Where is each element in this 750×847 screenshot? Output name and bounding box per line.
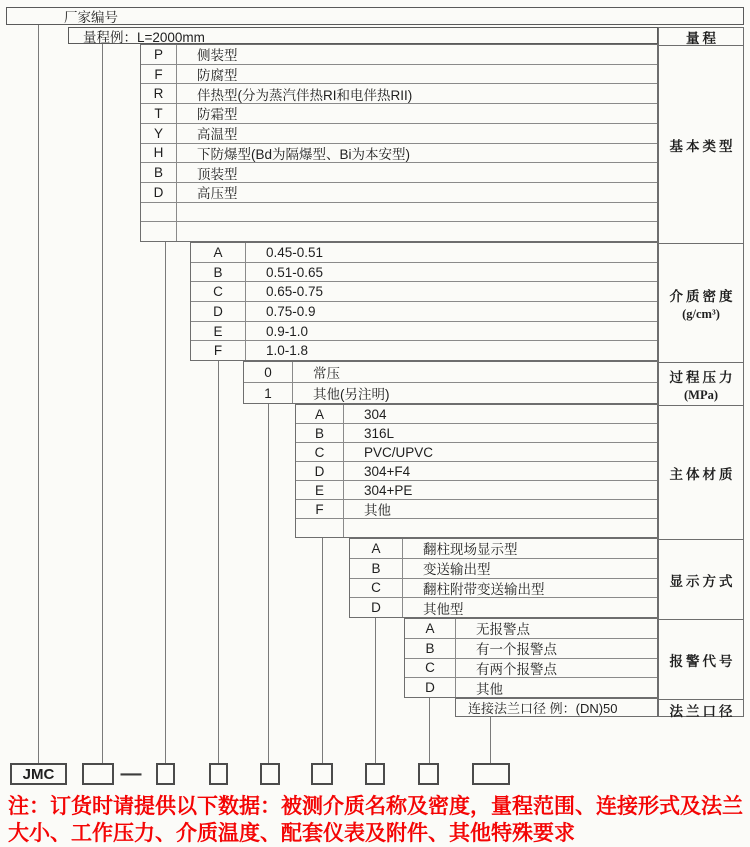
code-cell: [141, 222, 177, 241]
code-cell: A: [350, 539, 403, 558]
desc-cell: 高温型: [197, 127, 238, 143]
desc-cell: 有两个报警点: [476, 661, 557, 677]
table-row: [191, 340, 657, 360]
code-box-alarm-code: [418, 763, 439, 785]
table-row: [296, 461, 657, 480]
model-prefix-label: JMC: [22, 765, 55, 783]
code-box-range: [82, 763, 114, 785]
desc-cell: 翻柱附带变送输出型: [423, 581, 545, 597]
category-label-range: [659, 28, 743, 45]
desc-cell: 其他: [476, 681, 503, 697]
code-cell: [296, 519, 344, 537]
category-label-text: 法兰口径: [669, 704, 736, 719]
category-label-text: 量程: [686, 30, 719, 46]
code-cell: 1: [244, 383, 293, 403]
table-row: [141, 83, 657, 103]
desc-cell: 304+PE: [364, 482, 413, 498]
code-cell: B: [350, 559, 403, 578]
table-row: [350, 578, 657, 598]
desc-cell: PVC/UPVC: [364, 444, 434, 460]
table-row: [191, 281, 657, 301]
table-row: [244, 362, 657, 382]
category-label-text: 显示方式: [669, 573, 736, 589]
code-cell: D: [296, 462, 344, 480]
factory-number-box: [6, 7, 744, 25]
code-cell: A: [296, 405, 344, 423]
category-label-flange-size: [659, 699, 743, 720]
desc-cell: [344, 519, 657, 537]
table-row: [141, 143, 657, 163]
connector-line-body-material: [322, 538, 323, 763]
body-material-table: [295, 404, 658, 538]
range-example-box: [68, 27, 658, 44]
code-cell: Y: [141, 124, 177, 143]
process-pressure-table: [243, 361, 658, 404]
desc-cell: 伴热型(分为蒸汽伴热RI和电伴热RII): [197, 87, 413, 103]
category-label-body-material: [659, 405, 743, 539]
order-note-line-1: 注：订货时请提供以下数据：被测介质名称及密度，量程范围、连接形式及法兰: [8, 795, 743, 818]
desc-cell: 顶装型: [197, 166, 238, 182]
category-label-basic-type: [659, 45, 743, 243]
code-cell: B: [141, 163, 177, 182]
code-box-flange-size: [472, 763, 510, 785]
alarm-code-table: [404, 618, 658, 698]
code-cell: C: [350, 579, 403, 598]
table-row: [191, 262, 657, 282]
table-row: [296, 442, 657, 461]
desc-cell: 防腐型: [197, 68, 238, 84]
flange-size-text: 连接法兰口径 例：(DN)50: [468, 701, 618, 716]
basic-type-table: [140, 44, 658, 242]
table-row: [141, 123, 657, 143]
connector-line-display-mode: [375, 618, 376, 763]
category-label-medium-density: [659, 243, 743, 362]
table-row: [244, 382, 657, 403]
category-label-text: 介质密度: [669, 288, 736, 304]
order-note-line-2: 大小、工作压力、介质温度、配套仪表及附件、其他特殊要求: [8, 822, 575, 845]
factory-number-label: 厂家编号: [64, 10, 118, 25]
code-cell: E: [296, 481, 344, 499]
table-row: [296, 480, 657, 499]
flange-size-row: [455, 698, 658, 717]
desc-cell: 防霜型: [197, 107, 238, 123]
code-cell: D: [405, 678, 456, 697]
code-cell: B: [405, 639, 456, 658]
code-cell: C: [405, 659, 456, 678]
code-cell: F: [296, 500, 344, 518]
medium-density-table: [190, 242, 658, 361]
code-cell: [141, 203, 177, 222]
code-cell: E: [191, 322, 246, 341]
model-separator-dash: [119, 763, 143, 785]
table-row: [350, 597, 657, 617]
table-row: [350, 539, 657, 558]
category-label-process-pressure: [659, 362, 743, 405]
table-row: [191, 243, 657, 262]
table-row: [405, 677, 657, 697]
desc-cell: 侧装型: [197, 48, 238, 64]
desc-cell: 下防爆型(Bd为隔爆型、Bi为本安型): [197, 146, 411, 162]
code-cell: D: [141, 183, 177, 202]
model-prefix-box: [10, 763, 67, 785]
category-label-text: 报警代号: [669, 653, 736, 669]
code-cell: C: [191, 282, 246, 301]
table-row: [141, 221, 657, 241]
desc-cell: 其他(另注明): [313, 387, 390, 402]
code-cell: D: [191, 302, 246, 321]
code-cell: A: [191, 243, 246, 262]
desc-cell: 高压型: [197, 186, 238, 202]
separator-glyph: —: [120, 762, 142, 785]
desc-cell: 304+F4: [364, 463, 411, 479]
desc-cell: 304: [364, 406, 387, 422]
code-cell: A: [405, 619, 456, 638]
code-cell: P: [141, 45, 177, 64]
desc-cell: 0.51-0.65: [266, 264, 324, 280]
table-row: [191, 321, 657, 341]
code-cell: F: [191, 341, 246, 360]
desc-cell: 其他: [364, 503, 391, 518]
category-label-text: 主体材质: [669, 466, 736, 482]
desc-cell: 其他型: [423, 601, 464, 617]
desc-cell: 0.75-0.9: [266, 303, 316, 319]
desc-cell: 0.9-1.0: [266, 323, 309, 339]
category-label-text: 基本类型: [669, 138, 736, 154]
category-label-display-mode: [659, 539, 743, 619]
table-row: [141, 45, 657, 64]
code-cell: B: [296, 424, 344, 442]
code-cell: B: [191, 263, 246, 282]
code-cell: T: [141, 104, 177, 123]
table-row: [296, 518, 657, 537]
connector-line-basic-type: [165, 242, 166, 763]
code-cell: D: [350, 598, 403, 617]
display-mode-table: [349, 538, 658, 618]
table-row: [141, 64, 657, 84]
connector-line-alarm-code: [429, 698, 430, 763]
desc-cell: 常压: [313, 366, 340, 381]
code-cell: R: [141, 84, 177, 103]
code-cell: H: [141, 144, 177, 163]
code-cell: F: [141, 65, 177, 84]
table-row: [405, 658, 657, 678]
table-row: [350, 558, 657, 578]
code-box-display-mode: [365, 763, 385, 785]
category-label-unit: (g/cm³): [682, 306, 720, 321]
desc-cell: [177, 222, 657, 241]
code-box-basic-type: [156, 763, 175, 785]
desc-cell: 0.45-0.51: [266, 244, 324, 260]
connector-line-process-pressure: [268, 404, 269, 763]
category-label-alarm-code: [659, 619, 743, 699]
table-row: [405, 638, 657, 658]
desc-cell: 316L: [364, 425, 395, 441]
connector-line-range: [102, 44, 103, 763]
order-note: [8, 793, 748, 847]
desc-cell: 翻柱现场显示型: [423, 542, 518, 558]
desc-cell: 有一个报警点: [476, 642, 557, 658]
connector-line-factory: [38, 25, 39, 763]
code-box-body-material: [311, 763, 333, 785]
category-label-column: [658, 27, 744, 717]
code-cell: C: [296, 443, 344, 461]
desc-cell: 变送输出型: [423, 562, 491, 578]
category-label-unit: (MPa): [683, 387, 718, 402]
table-row: [296, 499, 657, 518]
range-example-text: 量程例：L=2000mm: [83, 29, 205, 45]
desc-cell: 0.65-0.75: [266, 284, 324, 300]
code-cell: 0: [244, 362, 293, 382]
table-row: [296, 423, 657, 442]
table-row: [405, 619, 657, 638]
desc-cell: 无报警点: [476, 622, 530, 638]
connector-line-medium-density: [218, 361, 219, 763]
desc-cell: [177, 203, 657, 222]
code-box-process-pressure: [260, 763, 280, 785]
code-box-medium-density: [209, 763, 228, 785]
connector-line-flange-size: [490, 717, 491, 763]
table-row: [191, 301, 657, 321]
table-row: [141, 182, 657, 202]
desc-cell: 1.0-1.8: [266, 343, 309, 359]
table-row: [141, 162, 657, 182]
table-row: [141, 103, 657, 123]
table-row: [141, 202, 657, 222]
table-row: [296, 405, 657, 423]
category-label-text: 过程压力: [669, 369, 736, 385]
